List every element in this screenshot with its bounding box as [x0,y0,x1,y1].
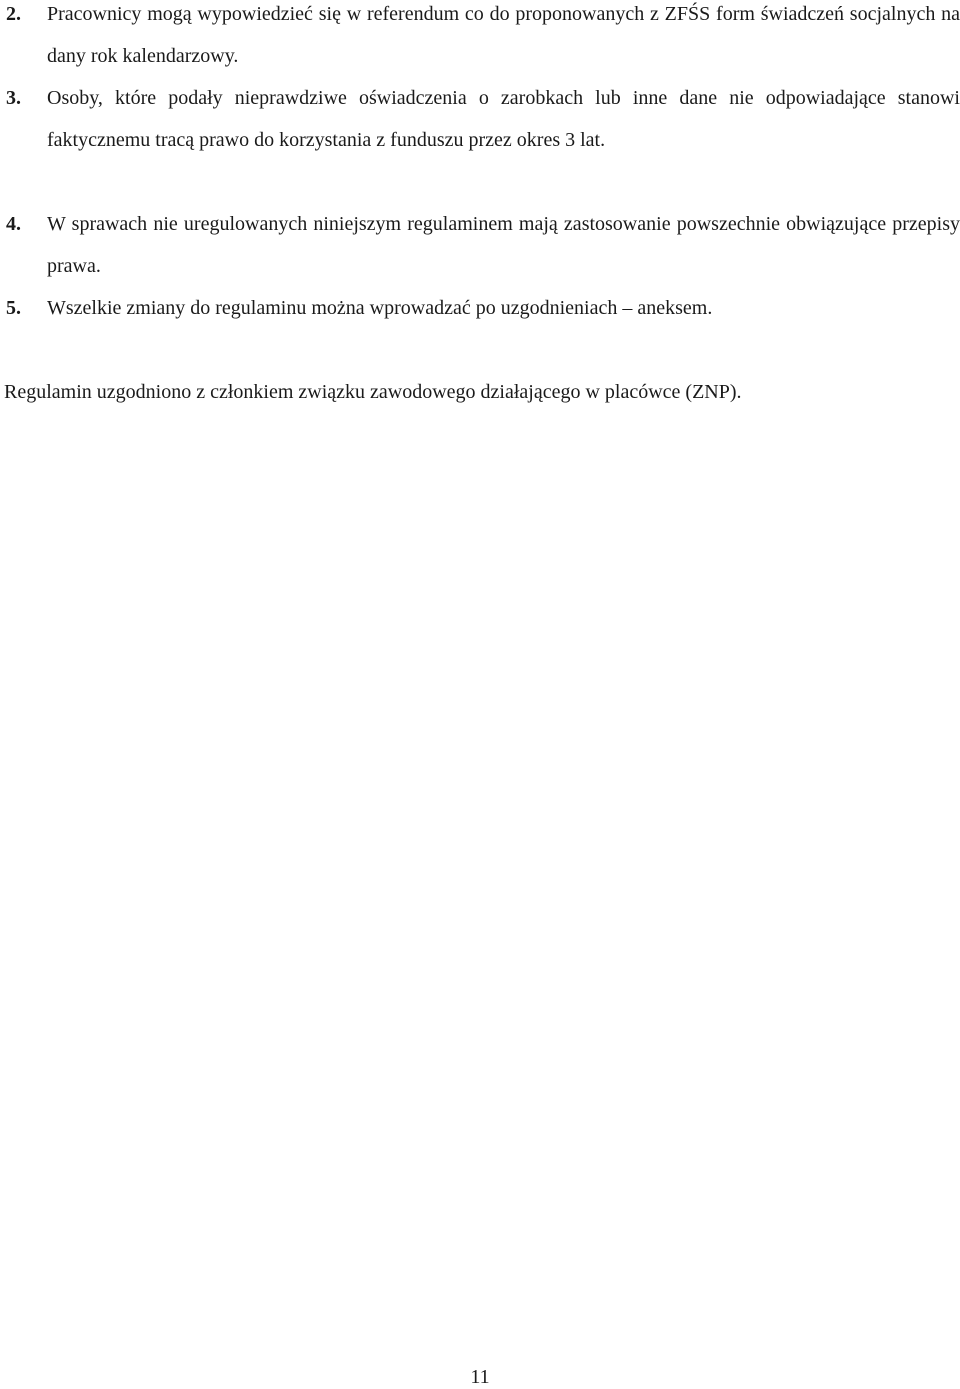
item-number: 3. [6,87,21,109]
item-number: 4. [6,213,21,235]
closing-statement: Regulamin uzgodniono z członkiem związku zawodowego działającego w placówce (ZNP). [4,381,742,403]
list-item [0,0,960,77]
item-text: W sprawach nie uregulowanych niniejszym regulaminem mają zastosowanie powszechnie obwiązujące przepisy prawa. [47,213,960,277]
item-text: Pracownicy mogą wypowiedzieć się w referendum co do proponowanych z ZFŚS form świadczeń socjalnych na dany rok kalendarzowy. [47,3,960,67]
page-number: 11 [470,1366,490,1388]
item-text: Wszelkie zmiany do regulaminu można wprowadzać po uzgodnieniach – aneksem. [47,297,713,319]
item-number: 5. [6,297,21,319]
list-item [0,287,960,329]
list-item [0,77,960,161]
item-text: Osoby, które podały nieprawdziwe oświadczenia o zarobkach lub inne dane nie odpowiadające stanowi faktycznemu tracą prawo do korzystania z funduszu przez okres 3 lat. [47,87,960,151]
item-number: 2. [6,3,21,25]
list-item [0,203,960,287]
